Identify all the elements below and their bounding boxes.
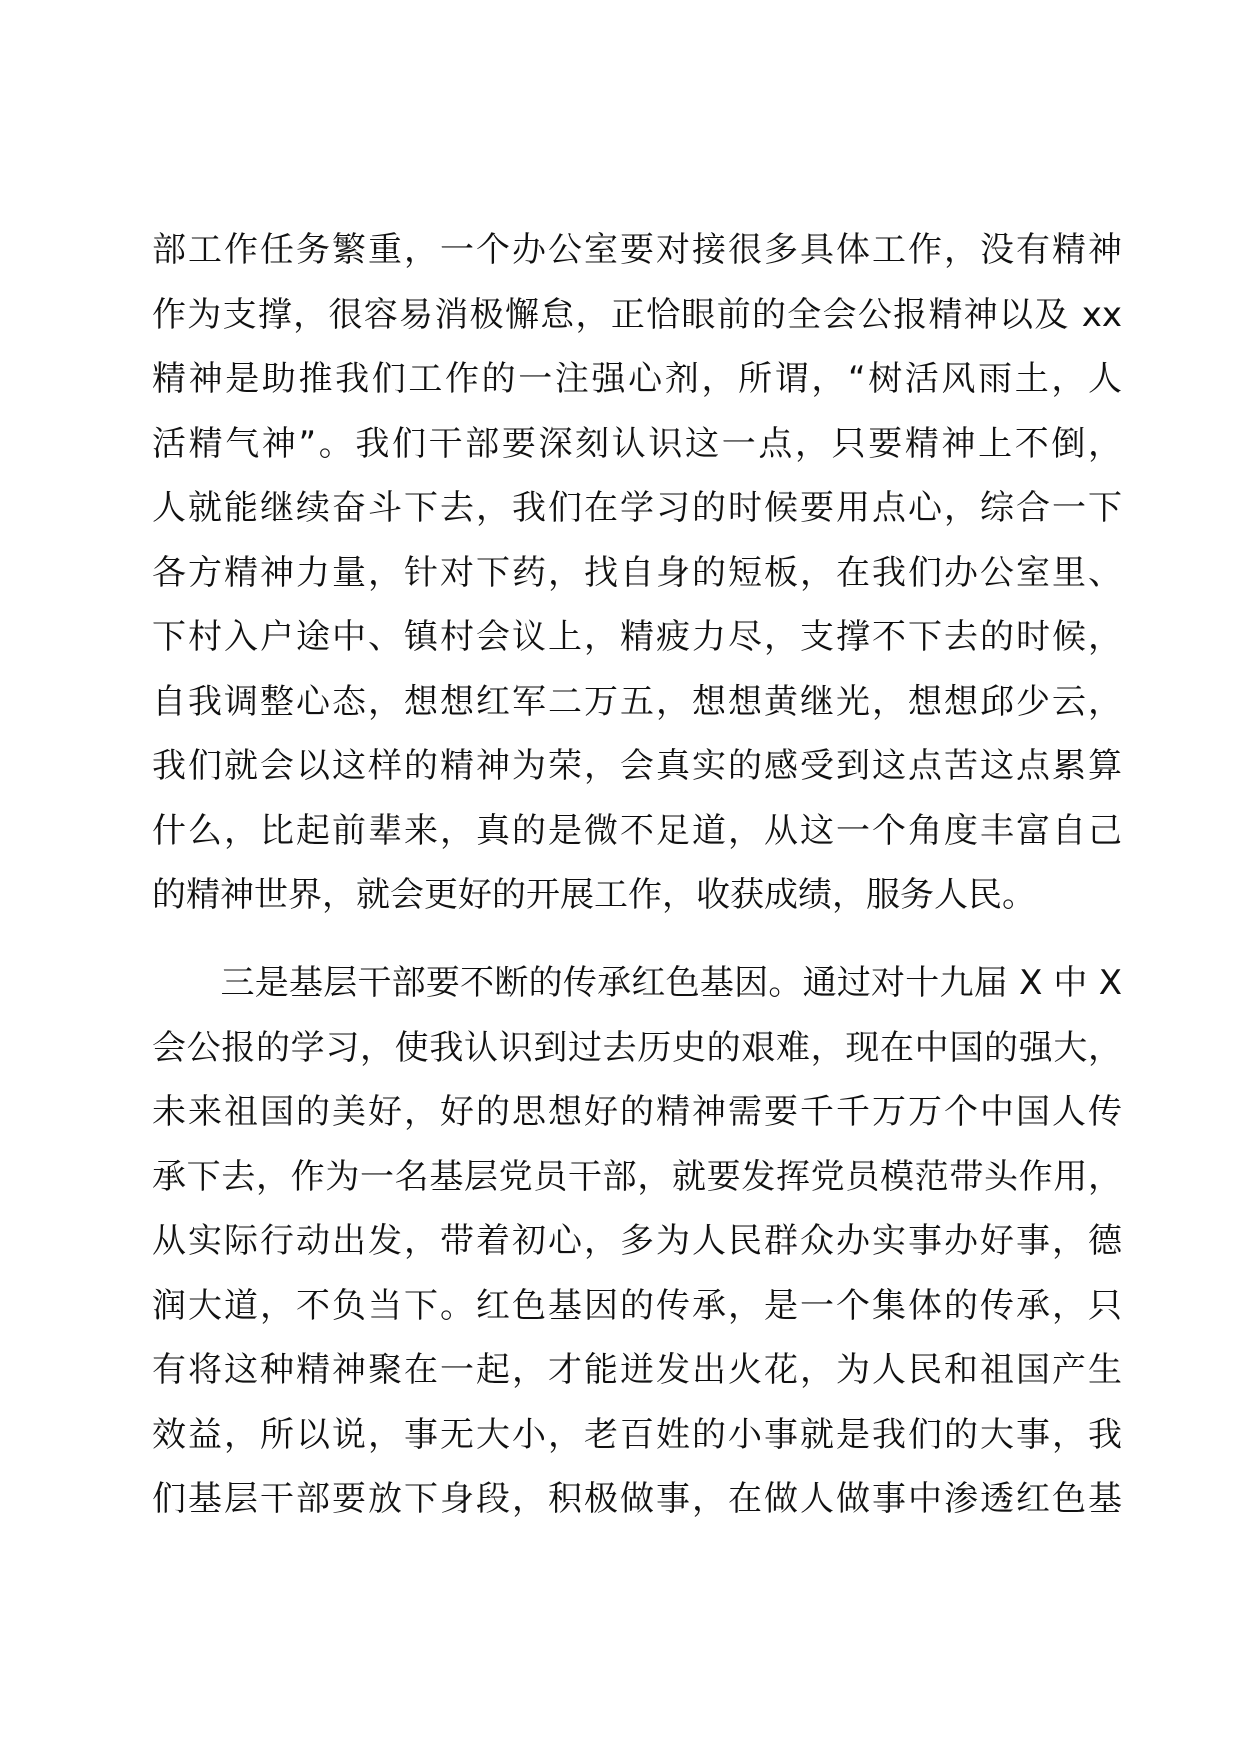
text-line: 各方精神力量，针对下药，找自身的短板，在我们办公室里、 <box>152 552 1122 593</box>
text-line: 什么，比起前辈来，真的是微不足道，从这一个角度丰富自己 <box>152 810 1122 851</box>
text-line: 人就能继续奋斗下去，我们在学习的时候要用点心，综合一下 <box>152 488 1122 528</box>
text-line: 未来祖国的美好，好的思想好的精神需要千千万万个中国人传 <box>152 1092 1122 1132</box>
text-line: 活精气神”。我们干部要深刻认识这一点，只要精神上不倒， <box>152 423 1122 464</box>
text-line: 精神是助推我们工作的一注强心剂，所谓，“树活风雨土，人 <box>152 359 1122 399</box>
text-line: 我们就会以这样的精神为荣，会真实的感受到这点苦这点累算 <box>152 746 1122 786</box>
paragraph-continuation <box>152 218 1122 928</box>
text-line: 承下去，作为一名基层党员干部，就要发挥党员模范带头作用， <box>152 1156 1122 1197</box>
text-line: 效益，所以说，事无大小，老百姓的小事就是我们的大事，我 <box>152 1414 1122 1455</box>
text-line: 润大道，不负当下。红色基因的传承，是一个集体的传承，只 <box>152 1285 1122 1326</box>
paragraph-red-gene <box>152 951 1122 1532</box>
text-line: 有将这种精神聚在一起，才能迸发出火花，为人民和祖国产生 <box>152 1350 1122 1390</box>
text-line: 从实际行动出发，带着初心，多为人民群众办实事办好事，德 <box>152 1221 1122 1261</box>
text-line: 下村入户途中、镇村会议上，精疲力尽，支撑不下去的时候， <box>152 617 1122 657</box>
text-line: 自我调整心态，想想红军二万五，想想黄继光，想想邱少云， <box>152 681 1122 722</box>
text-line: 部工作任务繁重，一个办公室要对接很多具体工作，没有精神 <box>152 230 1122 270</box>
text-line: 的精神世界，就会更好的开展工作，收获成绩，服务人民。 <box>152 875 1036 915</box>
text-line: 们基层干部要放下身段，积极做事，在做人做事中渗透红色基 <box>152 1479 1122 1519</box>
text-line: 三是基层干部要不断的传承红色基因。通过对十九届 X 中 X <box>152 963 1122 1003</box>
text-line: 会公报的学习，使我认识到过去历史的艰难，现在中国的强大， <box>152 1027 1122 1068</box>
text-line: 作为支撑，很容易消极懈怠，正恰眼前的全会公报精神以及 xx <box>152 294 1122 335</box>
